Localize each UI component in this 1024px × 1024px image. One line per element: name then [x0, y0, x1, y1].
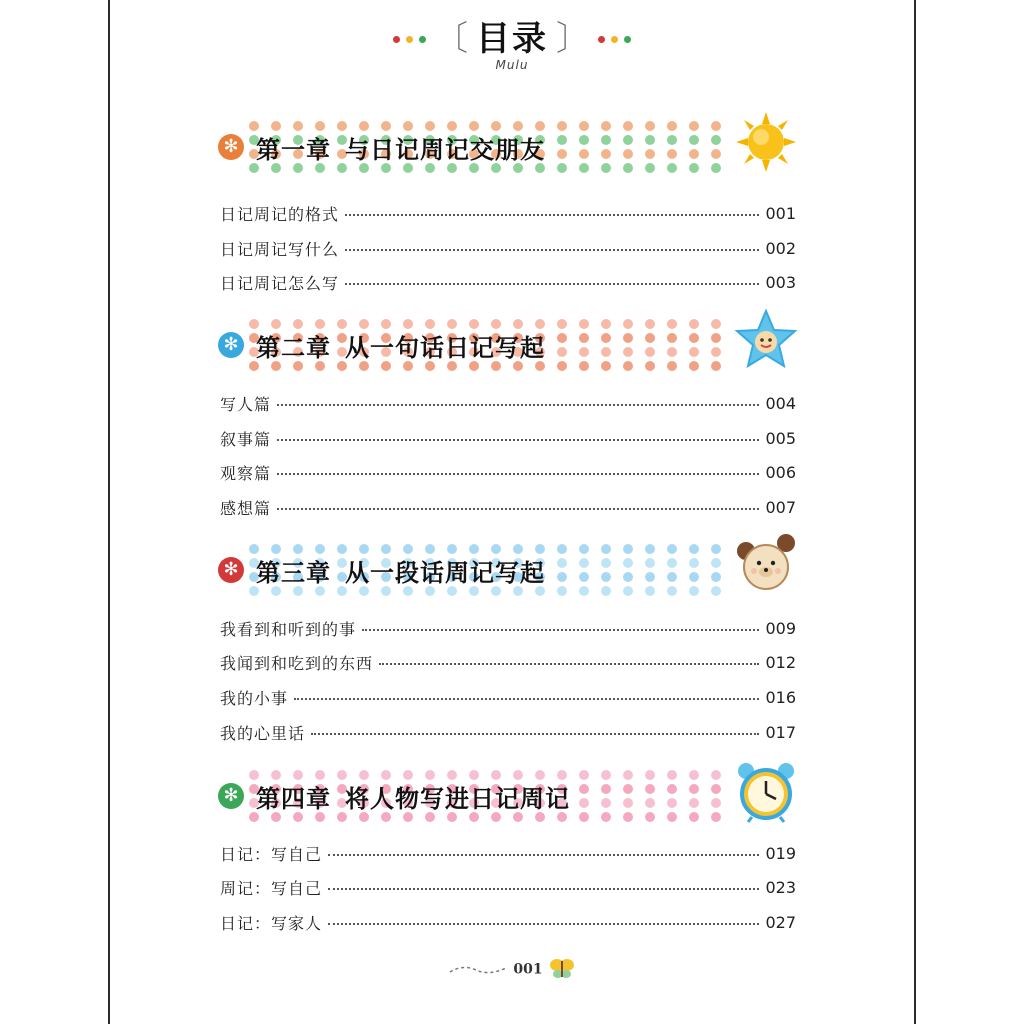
toc-entry[interactable]	[220, 685, 796, 709]
chapter-title: 与日记周记交朋友	[345, 136, 545, 164]
entry-label: 我看到和听到的事	[220, 619, 357, 639]
flight-path-icon	[448, 962, 508, 976]
chapter-label: 第四章	[256, 785, 331, 813]
entry-label: 日记：写家人	[220, 913, 323, 933]
title-bracket-left: 〔	[434, 19, 468, 59]
title-bracket-right: 〕	[556, 19, 590, 59]
dotted-leader	[328, 854, 759, 856]
page-edge-left	[108, 0, 110, 1024]
entry-page-number: 027	[765, 912, 796, 932]
toc-entry[interactable]	[220, 720, 796, 744]
entry-label: 日记周记怎么写	[220, 273, 340, 293]
chapter-badge-icon: ✻	[218, 332, 244, 358]
entry-label: 周记：写自己	[220, 878, 323, 898]
bear-icon	[734, 533, 798, 597]
page-footer	[0, 955, 1024, 983]
entry-label: 我的小事	[220, 688, 289, 708]
entry-label: 我的心里话	[220, 723, 306, 743]
entry-label: 观察篇	[220, 463, 272, 483]
page-edge-right	[914, 0, 916, 1024]
toc-header	[0, 19, 1024, 72]
chapter-4-heading[interactable]	[218, 767, 798, 827]
dotted-leader	[311, 733, 759, 735]
chapter-3-heading[interactable]	[218, 541, 798, 601]
chapter-1-heading[interactable]	[218, 118, 798, 178]
dotted-leader	[345, 214, 759, 216]
entry-page-number: 005	[765, 428, 796, 448]
toc-entry[interactable]	[220, 426, 796, 450]
toc-entry[interactable]	[220, 616, 796, 640]
page-title: 目录	[476, 19, 548, 59]
toc-entry[interactable]	[220, 841, 796, 865]
dotted-leader	[277, 508, 759, 510]
entry-page-number: 006	[765, 462, 796, 482]
sun-icon	[734, 110, 798, 174]
toc-entry[interactable]	[220, 201, 796, 225]
decorative-dots-left-icon	[393, 36, 426, 43]
toc-entry[interactable]	[220, 495, 796, 519]
toc-entry[interactable]	[220, 910, 796, 934]
decorative-dots-right-icon	[598, 36, 631, 43]
entry-label: 叙事篇	[220, 429, 272, 449]
dotted-leader	[379, 663, 759, 665]
entry-label: 日记：写自己	[220, 844, 323, 864]
chapter-label: 第一章	[256, 136, 331, 164]
chapter-title: 从一段话周记写起	[345, 559, 545, 587]
entry-page-number: 003	[765, 272, 796, 292]
entry-page-number: 009	[765, 618, 796, 638]
entry-label: 日记周记写什么	[220, 239, 340, 259]
entry-label: 日记周记的格式	[220, 204, 340, 224]
chapter-badge-icon: ✻	[218, 134, 244, 160]
entry-page-number: 023	[765, 877, 796, 897]
chapter-title: 将人物写进日记周记	[345, 785, 570, 813]
dotted-leader	[277, 439, 759, 441]
toc-entry[interactable]	[220, 875, 796, 899]
entry-label: 我闻到和吃到的东西	[220, 653, 374, 673]
dotted-leader	[345, 249, 759, 251]
butterfly-icon	[548, 955, 576, 983]
entry-label: 写人篇	[220, 394, 272, 414]
dotted-leader	[362, 629, 759, 631]
entry-page-number: 019	[765, 843, 796, 863]
entry-page-number: 004	[765, 393, 796, 413]
dotted-leader	[345, 283, 759, 285]
dotted-leader	[328, 923, 759, 925]
entry-page-number: 007	[765, 497, 796, 517]
entry-page-number: 002	[765, 238, 796, 258]
page-number: 001	[513, 961, 543, 978]
entry-label: 感想篇	[220, 498, 272, 518]
dotted-leader	[328, 888, 759, 890]
star-icon	[734, 308, 798, 372]
chapter-title: 从一句话日记写起	[345, 334, 545, 362]
entry-page-number: 012	[765, 652, 796, 672]
entry-page-number: 001	[765, 203, 796, 223]
chapter-badge-icon: ✻	[218, 783, 244, 809]
chapter-2-heading[interactable]	[218, 316, 798, 376]
toc-entry[interactable]	[220, 650, 796, 674]
toc-entry[interactable]	[220, 236, 796, 260]
chapter-badge-icon: ✻	[218, 557, 244, 583]
dotted-leader	[277, 473, 759, 475]
toc-entry[interactable]	[220, 391, 796, 415]
chapter-label: 第三章	[256, 559, 331, 587]
page-subtitle: Mulu	[495, 58, 529, 72]
dotted-leader	[294, 698, 759, 700]
alarm-clock-icon	[734, 759, 798, 823]
entry-page-number: 017	[765, 722, 796, 742]
toc-entry[interactable]	[220, 270, 796, 294]
dotted-leader	[277, 404, 759, 406]
chapter-label: 第二章	[256, 334, 331, 362]
toc-entry[interactable]	[220, 460, 796, 484]
entry-page-number: 016	[765, 687, 796, 707]
